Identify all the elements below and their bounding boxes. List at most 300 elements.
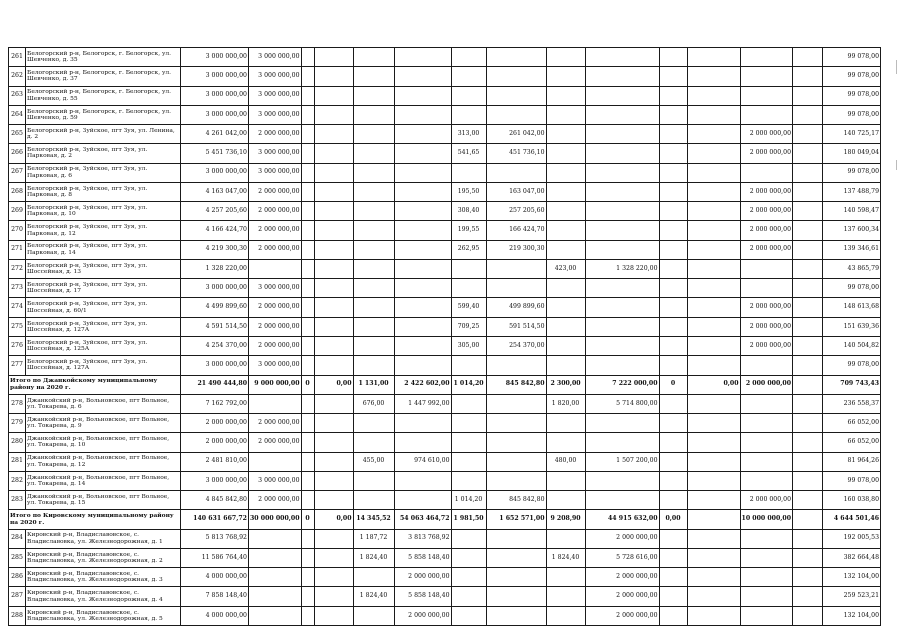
address-cell: Кировский р-н, Владиславовское, с. Владиславовка, ул. Железнодорожная, д. 5 [26, 606, 181, 625]
row-number: 263 [9, 86, 26, 105]
value-cell-2: 2 000 000,00 [249, 491, 302, 510]
row-number: 272 [9, 259, 26, 278]
value-cell-13 [740, 452, 793, 471]
value-cell-1: 4 257 205,60 [181, 202, 249, 221]
value-cell-3 [301, 548, 314, 567]
value-cell-11 [659, 163, 687, 182]
total-label: Итого по Кировскому муниципальному району на 2020 г. [9, 510, 181, 529]
value-cell-12 [687, 394, 740, 413]
value-cell-13 [740, 279, 793, 298]
value-cell-10: 2 000 000,00 [585, 587, 659, 606]
value-cell-9 [546, 298, 585, 317]
value-cell-7: 541,65 [451, 144, 486, 163]
value-cell-7: 199,55 [451, 221, 486, 240]
value-cell-13: 2 000 000,00 [740, 298, 793, 317]
value-cell-7: 305,00 [451, 336, 486, 355]
value-cell-4 [314, 491, 353, 510]
value-cell-9 [546, 336, 585, 355]
value-cell-9 [546, 221, 585, 240]
value-cell-7 [451, 279, 486, 298]
value-cell-6: 2 000 000,00 [394, 606, 451, 625]
address-cell: Белогорский р-н, Зуйское, пгт Зуя, ул. Парковая, д. 8 [26, 182, 181, 201]
value-cell-15: 151 639,36 [823, 317, 881, 336]
table-row [9, 336, 881, 355]
value-cell-3 [301, 394, 314, 413]
value-cell-11 [659, 452, 687, 471]
value-cell-8 [486, 259, 546, 278]
value-cell-10 [585, 182, 659, 201]
value-cell-11 [659, 394, 687, 413]
value-cell-8: 845 842,80 [486, 375, 546, 394]
value-cell-6: 3 813 768,92 [394, 529, 451, 548]
value-cell-2: 9 000 000,00 [249, 375, 302, 394]
value-cell-2 [249, 568, 302, 587]
value-cell-1: 4 591 514,50 [181, 317, 249, 336]
table-row [9, 317, 881, 336]
value-cell-6 [394, 433, 451, 452]
value-cell-2: 2 000 000,00 [249, 202, 302, 221]
value-cell-11 [659, 491, 687, 510]
value-cell-9 [546, 125, 585, 144]
value-cell-8: 219 300,30 [486, 240, 546, 259]
value-cell-9 [546, 182, 585, 201]
value-cell-2: 3 000 000,00 [249, 163, 302, 182]
value-cell-10: 2 000 000,00 [585, 529, 659, 548]
value-cell-11 [659, 587, 687, 606]
value-cell-4 [314, 67, 353, 86]
value-cell-14 [793, 48, 823, 67]
value-cell-4 [314, 125, 353, 144]
value-cell-6 [394, 298, 451, 317]
value-cell-10 [585, 298, 659, 317]
value-cell-4 [314, 529, 353, 548]
table-row [9, 259, 881, 278]
value-cell-4 [314, 221, 353, 240]
value-cell-12 [687, 471, 740, 490]
address-cell: Кировский р-н, Владиславовское, с. Владиславовка, ул. Железнодорожная, д. 1 [26, 529, 181, 548]
table-row [9, 144, 881, 163]
value-cell-6 [394, 202, 451, 221]
value-cell-14 [793, 529, 823, 548]
value-cell-11 [659, 414, 687, 433]
value-cell-5 [353, 568, 394, 587]
value-cell-12 [687, 67, 740, 86]
value-cell-9 [546, 471, 585, 490]
address-cell: Кировский р-н, Владиславовское, с. Владиславовка, ул. Железнодорожная, д. 2 [26, 548, 181, 567]
value-cell-11 [659, 105, 687, 124]
value-cell-11 [659, 240, 687, 259]
value-cell-9 [546, 587, 585, 606]
value-cell-4 [314, 336, 353, 355]
value-cell-14 [793, 86, 823, 105]
value-cell-11 [659, 336, 687, 355]
address-cell: Белогорский р-н, Зуйское, пгт Зуя, ул. Парковая, д. 14 [26, 240, 181, 259]
value-cell-12 [687, 298, 740, 317]
value-cell-15: 148 613,68 [823, 298, 881, 317]
value-cell-14 [793, 221, 823, 240]
value-cell-2: 2 000 000,00 [249, 221, 302, 240]
value-cell-6 [394, 163, 451, 182]
value-cell-5 [353, 433, 394, 452]
value-cell-14 [793, 125, 823, 144]
table-row [9, 471, 881, 490]
value-cell-13: 2 000 000,00 [740, 375, 793, 394]
value-cell-2 [249, 529, 302, 548]
value-cell-6 [394, 471, 451, 490]
value-cell-4 [314, 240, 353, 259]
table-row [9, 163, 881, 182]
value-cell-5 [353, 279, 394, 298]
value-cell-1: 3 000 000,00 [181, 471, 249, 490]
value-cell-8: 257 205,60 [486, 202, 546, 221]
value-cell-4 [314, 568, 353, 587]
value-cell-5 [353, 298, 394, 317]
value-cell-15: 236 558,37 [823, 394, 881, 413]
address-cell: Белогорский р-н, Зуйское, пгт Зуя, ул. Парковая, д. 10 [26, 202, 181, 221]
page-edge-mark [896, 60, 897, 74]
address-cell: Джанкойский р-н, Вольновское, пгт Вольное, ул. Токарева, д. 9 [26, 414, 181, 433]
value-cell-4 [314, 259, 353, 278]
value-cell-9: 423,00 [546, 259, 585, 278]
row-number: 273 [9, 279, 26, 298]
value-cell-12 [687, 144, 740, 163]
value-cell-3 [301, 221, 314, 240]
value-cell-4 [314, 182, 353, 201]
value-cell-7 [451, 394, 486, 413]
value-cell-8 [486, 452, 546, 471]
value-cell-5 [353, 144, 394, 163]
value-cell-3 [301, 587, 314, 606]
value-cell-14 [793, 182, 823, 201]
value-cell-3 [301, 144, 314, 163]
value-cell-12 [687, 317, 740, 336]
value-cell-8 [486, 86, 546, 105]
value-cell-15: 139 346,61 [823, 240, 881, 259]
value-cell-10 [585, 202, 659, 221]
value-cell-3 [301, 452, 314, 471]
value-cell-9 [546, 606, 585, 625]
value-cell-14 [793, 144, 823, 163]
table-row [9, 356, 881, 375]
value-cell-14 [793, 336, 823, 355]
value-cell-11 [659, 67, 687, 86]
value-cell-11 [659, 471, 687, 490]
value-cell-7: 313,00 [451, 125, 486, 144]
value-cell-9 [546, 105, 585, 124]
row-number: 269 [9, 202, 26, 221]
value-cell-13: 10 000 000,00 [740, 510, 793, 529]
value-cell-4 [314, 163, 353, 182]
value-cell-2: 2 000 000,00 [249, 433, 302, 452]
value-cell-2: 2 000 000,00 [249, 336, 302, 355]
value-cell-14 [793, 317, 823, 336]
row-number: 276 [9, 336, 26, 355]
value-cell-5: 1 131,00 [353, 375, 394, 394]
value-cell-1: 2 000 000,00 [181, 414, 249, 433]
value-cell-14 [793, 471, 823, 490]
value-cell-15: 137 488,79 [823, 182, 881, 201]
value-cell-5 [353, 125, 394, 144]
value-cell-8: 261 042,00 [486, 125, 546, 144]
value-cell-5 [353, 606, 394, 625]
table-row [9, 125, 881, 144]
value-cell-15: 180 049,04 [823, 144, 881, 163]
value-cell-1: 4 499 899,60 [181, 298, 249, 317]
value-cell-8 [486, 471, 546, 490]
value-cell-9 [546, 202, 585, 221]
row-number: 282 [9, 471, 26, 490]
value-cell-1: 3 000 000,00 [181, 105, 249, 124]
value-cell-7 [451, 471, 486, 490]
value-cell-15: 140 504,82 [823, 336, 881, 355]
value-cell-7 [451, 414, 486, 433]
value-cell-11 [659, 548, 687, 567]
value-cell-7 [451, 606, 486, 625]
value-cell-5 [353, 221, 394, 240]
value-cell-14 [793, 163, 823, 182]
value-cell-4: 0,00 [314, 510, 353, 529]
value-cell-5 [353, 471, 394, 490]
value-cell-6 [394, 414, 451, 433]
value-cell-15: 137 600,34 [823, 221, 881, 240]
value-cell-5 [353, 240, 394, 259]
value-cell-3 [301, 568, 314, 587]
value-cell-2: 3 000 000,00 [249, 67, 302, 86]
value-cell-14 [793, 568, 823, 587]
value-cell-13: 2 000 000,00 [740, 182, 793, 201]
value-cell-10: 2 000 000,00 [585, 568, 659, 587]
value-cell-8 [486, 414, 546, 433]
value-cell-3 [301, 356, 314, 375]
value-cell-3 [301, 491, 314, 510]
value-cell-1: 3 000 000,00 [181, 356, 249, 375]
value-cell-4 [314, 587, 353, 606]
value-cell-3 [301, 336, 314, 355]
value-cell-8: 591 514,50 [486, 317, 546, 336]
value-cell-8 [486, 529, 546, 548]
value-cell-10: 2 000 000,00 [585, 606, 659, 625]
value-cell-7: 262,95 [451, 240, 486, 259]
value-cell-4 [314, 471, 353, 490]
value-cell-8 [486, 587, 546, 606]
value-cell-14 [793, 414, 823, 433]
value-cell-2: 2 000 000,00 [249, 298, 302, 317]
value-cell-5: 455,00 [353, 452, 394, 471]
value-cell-11 [659, 182, 687, 201]
value-cell-9: 480,00 [546, 452, 585, 471]
value-cell-6 [394, 86, 451, 105]
value-cell-9: 9 208,90 [546, 510, 585, 529]
value-cell-12 [687, 529, 740, 548]
value-cell-8 [486, 548, 546, 567]
value-cell-13 [740, 529, 793, 548]
value-cell-8 [486, 48, 546, 67]
value-cell-5: 1 824,40 [353, 548, 394, 567]
value-cell-14 [793, 67, 823, 86]
value-cell-6: 974 610,00 [394, 452, 451, 471]
value-cell-3 [301, 163, 314, 182]
value-cell-2: 2 000 000,00 [249, 414, 302, 433]
value-cell-2: 3 000 000,00 [249, 48, 302, 67]
value-cell-13 [740, 67, 793, 86]
value-cell-4 [314, 433, 353, 452]
value-cell-2 [249, 606, 302, 625]
row-number: 283 [9, 491, 26, 510]
value-cell-4 [314, 317, 353, 336]
value-cell-13 [740, 86, 793, 105]
value-cell-2 [249, 452, 302, 471]
value-cell-1: 3 000 000,00 [181, 86, 249, 105]
value-cell-6: 5 858 148,40 [394, 587, 451, 606]
value-cell-9 [546, 144, 585, 163]
value-cell-11 [659, 433, 687, 452]
value-cell-4 [314, 356, 353, 375]
value-cell-4 [314, 414, 353, 433]
value-cell-11 [659, 279, 687, 298]
value-cell-7 [451, 105, 486, 124]
value-cell-7: 709,25 [451, 317, 486, 336]
value-cell-4 [314, 606, 353, 625]
value-cell-8 [486, 433, 546, 452]
value-cell-7 [451, 587, 486, 606]
value-cell-2: 2 000 000,00 [249, 125, 302, 144]
value-cell-1: 1 328 220,00 [181, 259, 249, 278]
value-cell-2 [249, 394, 302, 413]
value-cell-6 [394, 259, 451, 278]
value-cell-12 [687, 491, 740, 510]
table-row [9, 433, 881, 452]
value-cell-10 [585, 105, 659, 124]
value-cell-12 [687, 568, 740, 587]
value-cell-12 [687, 105, 740, 124]
value-cell-14 [793, 240, 823, 259]
value-cell-12 [687, 86, 740, 105]
value-cell-15: 140 725,17 [823, 125, 881, 144]
value-cell-13: 2 000 000,00 [740, 202, 793, 221]
address-cell: Белогорский р-н, Зуйское, пгт Зуя, ул. Шоссейная, д. 17 [26, 279, 181, 298]
value-cell-8: 451 736,10 [486, 144, 546, 163]
value-cell-3 [301, 240, 314, 259]
value-cell-7 [451, 259, 486, 278]
total-row [9, 510, 881, 529]
row-number: 279 [9, 414, 26, 433]
value-cell-13 [740, 606, 793, 625]
value-cell-10 [585, 414, 659, 433]
value-cell-7 [451, 433, 486, 452]
value-cell-12 [687, 356, 740, 375]
value-cell-15: 99 078,00 [823, 471, 881, 490]
row-number: 287 [9, 587, 26, 606]
address-cell: Белогорский р-н, Белогорск, г. Белогорск, ул. Шевченко, д. 55 [26, 86, 181, 105]
row-number: 285 [9, 548, 26, 567]
value-cell-10 [585, 279, 659, 298]
value-cell-2: 2 000 000,00 [249, 317, 302, 336]
value-cell-1: 5 451 736,10 [181, 144, 249, 163]
table-row [9, 202, 881, 221]
address-cell: Белогорский р-н, Зуйское, пгт Зуя, ул. Шоссейная, д. 127А [26, 317, 181, 336]
value-cell-3 [301, 279, 314, 298]
value-cell-6 [394, 125, 451, 144]
value-cell-1: 4 845 842,80 [181, 491, 249, 510]
value-cell-10: 1 507 200,00 [585, 452, 659, 471]
value-cell-1: 4 163 047,00 [181, 182, 249, 201]
value-cell-14 [793, 606, 823, 625]
value-cell-3 [301, 471, 314, 490]
value-cell-5: 1 187,72 [353, 529, 394, 548]
value-cell-12 [687, 414, 740, 433]
row-number: 266 [9, 144, 26, 163]
value-cell-15: 132 104,00 [823, 568, 881, 587]
value-cell-5 [353, 317, 394, 336]
row-number: 288 [9, 606, 26, 625]
row-number: 270 [9, 221, 26, 240]
table-row [9, 414, 881, 433]
value-cell-11 [659, 317, 687, 336]
address-cell: Кировский р-н, Владиславовское, с. Владиславовка, ул. Железнодорожная, д. 3 [26, 568, 181, 587]
value-cell-10 [585, 240, 659, 259]
value-cell-1: 2 481 810,00 [181, 452, 249, 471]
value-cell-9 [546, 317, 585, 336]
value-cell-14 [793, 433, 823, 452]
value-cell-3 [301, 48, 314, 67]
address-cell: Кировский р-н, Владиславовское, с. Владиславовка, ул. Железнодорожная, д. 4 [26, 587, 181, 606]
value-cell-1: 3 000 000,00 [181, 279, 249, 298]
row-number: 284 [9, 529, 26, 548]
table-row [9, 452, 881, 471]
value-cell-14 [793, 510, 823, 529]
value-cell-3 [301, 86, 314, 105]
address-cell: Белогорский р-н, Белогорск, г. Белогорск, ул. Шевченко, д. 35 [26, 48, 181, 67]
value-cell-6 [394, 144, 451, 163]
value-cell-6 [394, 221, 451, 240]
value-cell-7 [451, 568, 486, 587]
value-cell-15: 99 078,00 [823, 356, 881, 375]
value-cell-5 [353, 163, 394, 182]
value-cell-12 [687, 182, 740, 201]
table-row [9, 587, 881, 606]
value-cell-12 [687, 240, 740, 259]
value-cell-2: 2 000 000,00 [249, 182, 302, 201]
value-cell-3 [301, 606, 314, 625]
table-row [9, 491, 881, 510]
value-cell-5 [353, 182, 394, 201]
value-cell-11 [659, 202, 687, 221]
value-cell-7 [451, 529, 486, 548]
value-cell-1: 3 000 000,00 [181, 67, 249, 86]
value-cell-2 [249, 587, 302, 606]
value-cell-8: 163 047,00 [486, 182, 546, 201]
value-cell-1: 4 261 042,00 [181, 125, 249, 144]
value-cell-15: 99 078,00 [823, 163, 881, 182]
value-cell-11 [659, 86, 687, 105]
value-cell-4 [314, 105, 353, 124]
value-cell-8: 499 899,60 [486, 298, 546, 317]
value-cell-1: 7 162 792,00 [181, 394, 249, 413]
value-cell-2 [249, 259, 302, 278]
value-cell-8 [486, 394, 546, 413]
value-cell-10 [585, 336, 659, 355]
value-cell-1: 4 166 424,70 [181, 221, 249, 240]
value-cell-13: 2 000 000,00 [740, 336, 793, 355]
value-cell-12 [687, 510, 740, 529]
row-number: 268 [9, 182, 26, 201]
value-cell-15: 140 598,47 [823, 202, 881, 221]
value-cell-13: 2 000 000,00 [740, 491, 793, 510]
address-cell: Джанкойский р-н, Вольновское, пгт Вольное, ул. Токарева, д. 14 [26, 471, 181, 490]
value-cell-10 [585, 433, 659, 452]
value-cell-2: 3 000 000,00 [249, 471, 302, 490]
value-cell-1: 4 000 000,00 [181, 606, 249, 625]
